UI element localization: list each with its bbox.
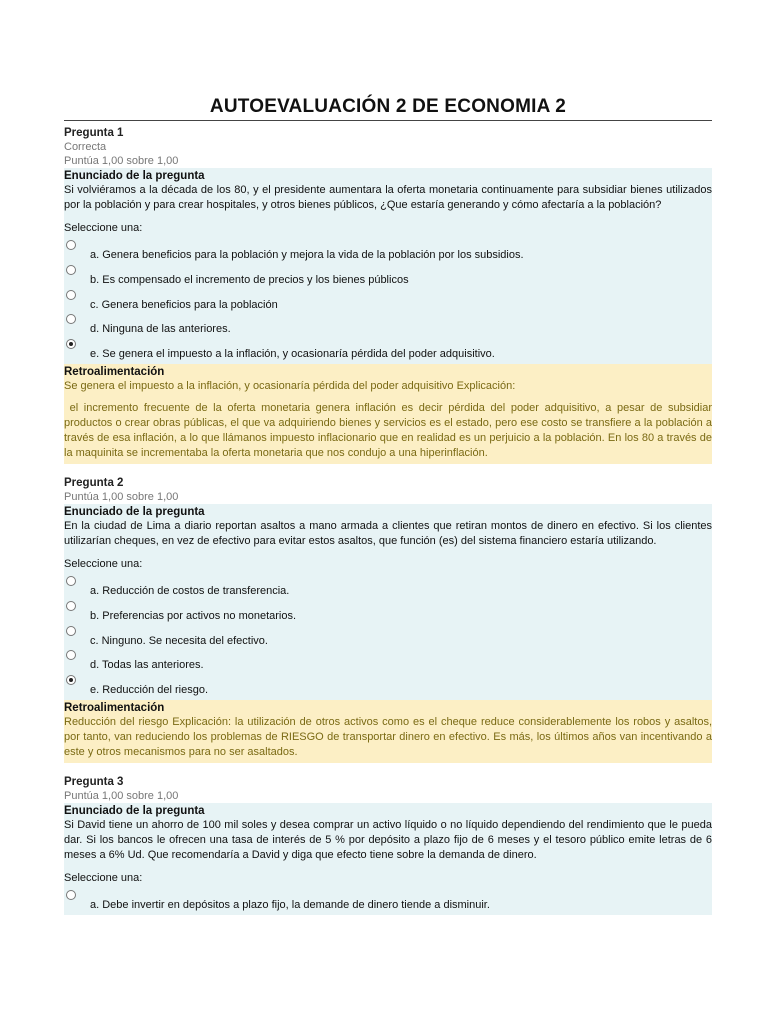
question-stem: En la ciudad de Lima a diario reportan asaltos a mano armada a clientes que retiran montos de dinero en efectivo. Si los clientes utilizarían cheques, en vez de efectivo para evitar estos asaltos, que función (es) del sistema financiero estaría utilizando. [64, 519, 712, 547]
select-prompt: Seleccione una: [64, 222, 143, 234]
question-stem: Si volviéramos a la década de los 80, y el presidente aumentara la oferta monetaria continuamente para subsidiar bienes utilizados por la población y para crear hospitales, y otros bienes públicos, ¿Que estaría generando y cómo afectaría a la población? [64, 184, 712, 211]
answer-option[interactable] [64, 574, 712, 599]
question-text-box [64, 803, 712, 915]
answer-option-label: c. Ninguno. Se necesita del efectivo. [90, 634, 268, 647]
answer-option[interactable] [64, 673, 712, 698]
question-text-box [64, 504, 712, 700]
answer-option[interactable] [64, 263, 712, 288]
answer-option[interactable] [64, 624, 712, 649]
question-grade: Puntúa 1,00 sobre 1,00 [64, 789, 179, 802]
feedback-label: Retroalimentación [64, 365, 165, 378]
question-stem-label: Enunciado de la pregunta [64, 170, 205, 182]
question-1 [64, 126, 716, 464]
feedback-explanation: el incremento frecuente de la oferta monetaria genera inflación es decir pérdida del poder adquisitivo, a pesar de subsidiar productos o crear obras públicas, el que va adquiriendo bienes y servicios es el estado, pero ese costo se transfiere a la población a través de esa inflación, a lo que llámanos impuesto inflacionario que en realidad es un perjuicio a la población. En los 80 a través de la maquinita se incrementaba la oferta monetaria que nos condujo a una hiperinflación. [64, 401, 716, 459]
question-number: Pregunta 3 [64, 775, 124, 788]
radio-button[interactable] [66, 576, 76, 586]
radio-button[interactable] [66, 890, 76, 900]
question-text-box [64, 168, 712, 364]
answer-option[interactable] [64, 312, 712, 337]
question-2 [64, 476, 712, 763]
answer-option-label: b. Preferencias por activos no monetarios. [90, 609, 297, 622]
question-grade: Puntúa 1,00 sobre 1,00 [64, 155, 179, 167]
answer-option[interactable] [64, 337, 712, 362]
quiz-content [64, 122, 716, 915]
feedback-text: Se genera el impuesto a la inflación, y ocasionaría pérdida del poder adquisitivo Explicación: [64, 379, 516, 392]
radio-button[interactable] [66, 650, 76, 660]
select-prompt: Seleccione una: [64, 557, 143, 570]
feedback-label: Retroalimentación [64, 701, 165, 714]
question-grade: Puntúa 1,00 sobre 1,00 [64, 490, 179, 503]
radio-button[interactable] [66, 626, 76, 636]
question-number: Pregunta 1 [64, 127, 124, 139]
radio-button[interactable] [66, 314, 76, 324]
feedback-box [64, 364, 716, 464]
question-stem-label: Enunciado de la pregunta [64, 804, 205, 817]
answer-option[interactable] [64, 648, 712, 673]
answer-option-label: d. Ninguna de las anteriores. [90, 323, 231, 336]
question-3 [64, 775, 712, 915]
answer-option-label: e. Reducción del riesgo. [90, 684, 209, 697]
answer-option[interactable] [64, 599, 712, 624]
answer-option-label: a. Reducción de costos de transferencia. [90, 584, 290, 597]
answer-option[interactable] [64, 238, 712, 263]
question-number: Pregunta 2 [64, 476, 124, 489]
page-title: AUTOEVALUACIÓN 2 DE ECONOMIA 2 [209, 96, 567, 117]
radio-button-selected[interactable] [66, 339, 76, 349]
feedback-text: Reducción del riesgo Explicación: la utilización de otros activos como es el cheque reduce considerablemente los robos y asaltos, por tanto, van reduciendo los problemas de RIESGO de transportar dinero en efectivo. Es más, los últimos años van incentivando a este y otros mecanismos para no ser asaltados. [64, 715, 712, 758]
radio-button[interactable] [66, 240, 76, 250]
feedback-box [64, 700, 712, 763]
question-state: Correcta [64, 141, 107, 153]
answer-option-label: b. Es compensado el incremento de precios y los bienes públicos [90, 273, 409, 286]
question-stem: Si David tiene un ahorro de 100 mil soles y desea comprar un activo líquido o no líquido dependiendo del rendimiento que le pueda dar. Si los bancos le ofrecen una tasa de interés de 5 % por depósito a plazo fijo de 6 meses y el tesoro público emite letras de 6 meses a 6% Ud. Que recomendaría a David y diga que efecto tiene sobre la demanda de dinero. [64, 818, 712, 861]
answer-option-label: d. Todas las anteriores. [90, 659, 204, 672]
answer-option-label: c. Genera beneficios para la población [90, 298, 278, 311]
answer-option[interactable] [64, 888, 712, 913]
answer-option[interactable] [64, 288, 712, 313]
select-prompt: Seleccione una: [64, 871, 143, 884]
title-divider [64, 120, 712, 121]
radio-button[interactable] [66, 601, 76, 611]
answer-option-label: e. Se genera el impuesto a la inflación, y ocasionaría pérdida del poder adquisitivo. [90, 348, 495, 361]
answer-option-label: a. Debe invertir en depósitos a plazo fijo, la demande de dinero tiende a disminuir. [90, 898, 490, 911]
radio-button[interactable] [66, 265, 76, 275]
radio-button-selected[interactable] [66, 675, 76, 685]
answer-option-label: a. Genera beneficios para la población y mejora la vida de la población por los subsidios. [90, 249, 524, 261]
question-stem-label: Enunciado de la pregunta [64, 505, 205, 518]
radio-button[interactable] [66, 290, 76, 300]
